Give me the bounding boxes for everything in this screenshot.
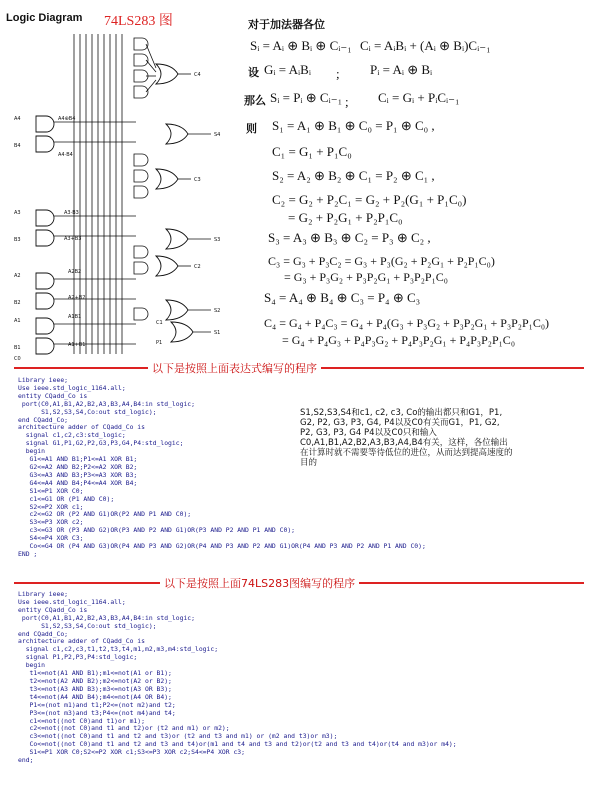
code-line: S1,S2,S3,S4,Co:out std_logic);	[18, 621, 157, 630]
code-line: c1<=G1 OR (P1 AND C0);	[18, 494, 115, 503]
set-word: 设	[248, 66, 259, 79]
eq-s1: S₁ = A₁ ⊕ B₁ ⊕ C₀ = P₁ ⊕ C₀ ,	[272, 118, 435, 133]
eq-g: Gᵢ = AᵢBᵢ	[264, 62, 311, 77]
signal-label: A4⊕B4	[58, 116, 76, 122]
logic-diagram	[6, 24, 242, 364]
signal-label: A3+B3	[64, 236, 82, 242]
code-line: begin	[18, 661, 45, 670]
eq-c1: C₁ = G₁ + P₁C₀	[272, 144, 352, 159]
eq-c2: C₂ = G₂ + P₂C₁ = G₂ + P₂(G₁ + P₁C₀)	[272, 192, 467, 207]
input-label: B2	[14, 300, 21, 306]
code-block-2	[18, 591, 578, 765]
output-label: S1	[214, 330, 221, 336]
code-line: S3<=P3 XOR c2;	[18, 518, 84, 527]
eq-c4-expand: = G₄ + P₄G₃ + P₄P₃G₂ + P₄P₃P₂G₁ + P₄P₃P₂P₁C₀	[282, 333, 515, 347]
code-line: signal c1,c2,c3,t1,t2,t3,t4,m1,m2,m3,m4:std_logic;	[18, 645, 219, 654]
code-line: S1<=P1 XOR C0;S2<=P2 XOR c1;S3<=P3 XOR c2;S4<=P4 XOR c3;	[18, 748, 246, 757]
code-line: Library ieee;	[18, 376, 69, 384]
signal-label: A1B1	[68, 314, 82, 320]
code-line: S1<=P1 XOR C0;	[18, 486, 84, 495]
code-line: signal P1,P2,P3,P4:std_logic;	[18, 653, 138, 662]
code-line: Use ieee.std_logic_1164.all;	[18, 597, 126, 606]
eq-s-pc: Sᵢ = Pᵢ ⊕ Cᵢ₋₁	[270, 90, 343, 105]
eq-c2-expand: = G₂ + P₂G₁ + P₂P₁C₀	[288, 210, 403, 225]
code-line: S4<=P4 XOR C3;	[18, 534, 84, 543]
code-line: Use ieee.std_logic_1164.all;	[18, 383, 126, 392]
signal-label: A3·B3	[64, 210, 79, 216]
eq-sep: ;	[345, 94, 349, 109]
code-line: S1,S2,S3,S4,Co:out std_logic);	[18, 407, 157, 416]
input-label: B4	[14, 143, 21, 149]
output-label: C4	[194, 72, 201, 78]
output-gates	[156, 64, 193, 342]
code-line: c2<=G2 OR (P2 AND G1)OR(P2 AND P1 AND C0);	[18, 510, 192, 519]
input-label: A3	[14, 210, 21, 216]
code-line: S2<=P2 XOR c1;	[18, 502, 84, 511]
output-label: C2	[194, 264, 201, 270]
code-line: port(C0,A1,B1,A2,B2,A3,B3,A4,B4:in std_logic;	[18, 399, 195, 408]
code-line: signal c1,c2,c3:std_logic;	[18, 431, 126, 440]
output-label: S3	[214, 237, 221, 243]
eq-sum: Sᵢ = Aᵢ ⊕ Bᵢ ⊕ Cᵢ₋₁	[250, 38, 352, 53]
code-line: end CQadd_Co;	[18, 629, 69, 638]
code-line: signal G1,P1,G2,P2,G3,P3,G4,P4:std_logic;	[18, 439, 184, 448]
ze-word: 则	[246, 122, 257, 135]
code-line: P1<=(not m1)and t1;P2<=(not m2)and t2;	[18, 700, 176, 709]
output-label: P1	[156, 340, 163, 346]
code-line: t3<=not(A3 AND B3);m3<=not(A3 OR B3);	[18, 684, 172, 693]
code-line: c1<=not((not C0)and t1)or m1);	[18, 716, 145, 725]
input-label: A2	[14, 273, 21, 279]
carry-in-label: C0	[14, 356, 21, 362]
code-line: END ;	[18, 549, 38, 558]
code-line: G2<=A2 AND B2;P2<=A2 XOR B2;	[18, 462, 138, 471]
code-line: t2<=not(A2 AND B2);m2<=not(A2 or B2);	[18, 676, 172, 685]
code-line: end;	[18, 756, 34, 765]
code-line: c2<=not((not C0)and t1 and t2)or (t2 and m1) or m2);	[18, 724, 230, 733]
code-line: entity CQadd_Co is	[18, 391, 88, 400]
code-line: G3<=A3 AND B3;P3<=A3 XOR B3;	[18, 470, 138, 479]
code-line: architecture adder of CQadd_Co is	[18, 637, 145, 646]
code-line: port(C0,A1,B1,A2,B2,A3,B3,A4,B4:in std_logic;	[18, 613, 195, 622]
chip-name: 74LS283 图	[104, 14, 173, 29]
explanation-note: S1,S2,S3,S4和c1, c2, c3, Co的输出都只和G1，P1, G2, P2, G3, P3, G4, P4以及C0有关而G1，P1, G2, P2, G3, P3, G4 P4以及C0只和输入C0,A1,B1,A2,B2,A3,B3,A4,B4有关，这样，各位输出在计算时就不需要等待低位的进位，从而达到提高速度的目的	[300, 408, 513, 468]
eq-s4: S₄ = A₄ ⊕ B₄ ⊕ C₃ = P₄ ⊕ C₃	[264, 290, 421, 305]
output-label: C3	[194, 177, 201, 183]
eq-c4: C₄ = G₄ + P₄C₃ = G₄ + P₄(G₃ + P₃G₂ + P₃P₂G₁ + P₃P₂P₁C₀)	[264, 316, 550, 330]
code-line: begin	[18, 447, 45, 456]
eq-c3-expand: = G₃ + P₃G₂ + P₃P₂G₁ + P₃P₂P₁C₀	[284, 270, 448, 284]
code-line: t4<=not(A4 AND B4);m4<=not(A4 OR B4);	[18, 692, 172, 701]
input-label: B1	[14, 345, 21, 351]
code-line: entity CQadd_Co is	[18, 605, 88, 614]
signal-label: A1+B1	[68, 342, 86, 348]
code-line: Library ieee;	[18, 590, 69, 598]
code-line: G1<=A1 AND B1;P1<=A1 XOR B1;	[18, 455, 138, 464]
code-line: end CQadd_Co;	[18, 415, 69, 424]
and-gates	[134, 38, 148, 320]
then-word: 那么	[244, 94, 266, 107]
signal-label: A4·B4	[58, 152, 73, 158]
input-label: B3	[14, 237, 21, 243]
code-line: G4<=A4 AND B4;P4<=A4 XOR B4;	[18, 478, 138, 487]
code-line: c3<=G3 OR (P3 AND G2)OR(P3 AND P2 AND G1)OR(P3 AND P2 AND P1 AND C0);	[18, 526, 296, 535]
output-label: S2	[214, 308, 221, 314]
code-line: Co<=not((not C0)and t1 and t2 and t3 and t4)or(m1 and t4 and t3 and t2)or(t2 and t3 and t4)or(t4 and m3)or m4);	[18, 740, 457, 749]
eq-c3: C₃ = G₃ + P₃C₂ = G₃ + P₃(G₂ + P₂G₁ + P₂P₁C₀)	[268, 254, 495, 268]
page-title: Logic Diagram	[6, 12, 83, 24]
eq-sep: ;	[336, 66, 340, 81]
code-line: Co<=G4 OR (P4 AND G3)OR(P4 AND P3 AND G2)OR(P4 AND P3 AND P2 AND G1)OR(P4 AND P3 AND P2 AND P1 AND C0);	[18, 542, 426, 551]
input-label: A1	[14, 318, 21, 324]
eq-s2: S₂ = A₂ ⊕ B₂ ⊕ C₁ = P₂ ⊕ C₁ ,	[272, 168, 435, 183]
code-line: c3<=not((not C0)and t1 and t2 and t3)or (t2 and t3 and m1) or (m2 and t3)or m3);	[18, 732, 338, 741]
signal-label: A2B2	[68, 269, 82, 275]
eq-c-gpc: Cᵢ = Gᵢ + PᵢCᵢ₋₁	[378, 90, 460, 105]
eq-p: Pᵢ = Aᵢ ⊕ Bᵢ	[370, 62, 433, 77]
signal-label: A2+B2	[68, 295, 86, 301]
section-caption: 以下是按照上面表达式编写的程序	[148, 360, 321, 376]
code-line: architecture adder of CQadd_Co is	[18, 423, 145, 432]
code-line: t1<=not(A1 AND B1);m1<=not(A1 or B1);	[18, 669, 172, 678]
section-caption: 以下是按照上面74LS283图编写的程序	[160, 575, 359, 591]
input-gates	[36, 116, 54, 354]
intro-text: 对于加法器各位	[248, 18, 325, 31]
eq-s3: S₃ = A₃ ⊕ B₃ ⊕ C₂ = P₃ ⊕ C₂ ,	[268, 230, 431, 245]
output-label: C1	[156, 320, 163, 326]
input-label: A4	[14, 116, 21, 122]
eq-carry: Cᵢ = AᵢBᵢ + (Aᵢ ⊕ Bᵢ)Cᵢ₋₁	[360, 38, 491, 53]
output-label: S4	[214, 132, 221, 138]
code-line: P3<=(not m3)and t3;P4<=(not m4)and t4;	[18, 708, 176, 717]
